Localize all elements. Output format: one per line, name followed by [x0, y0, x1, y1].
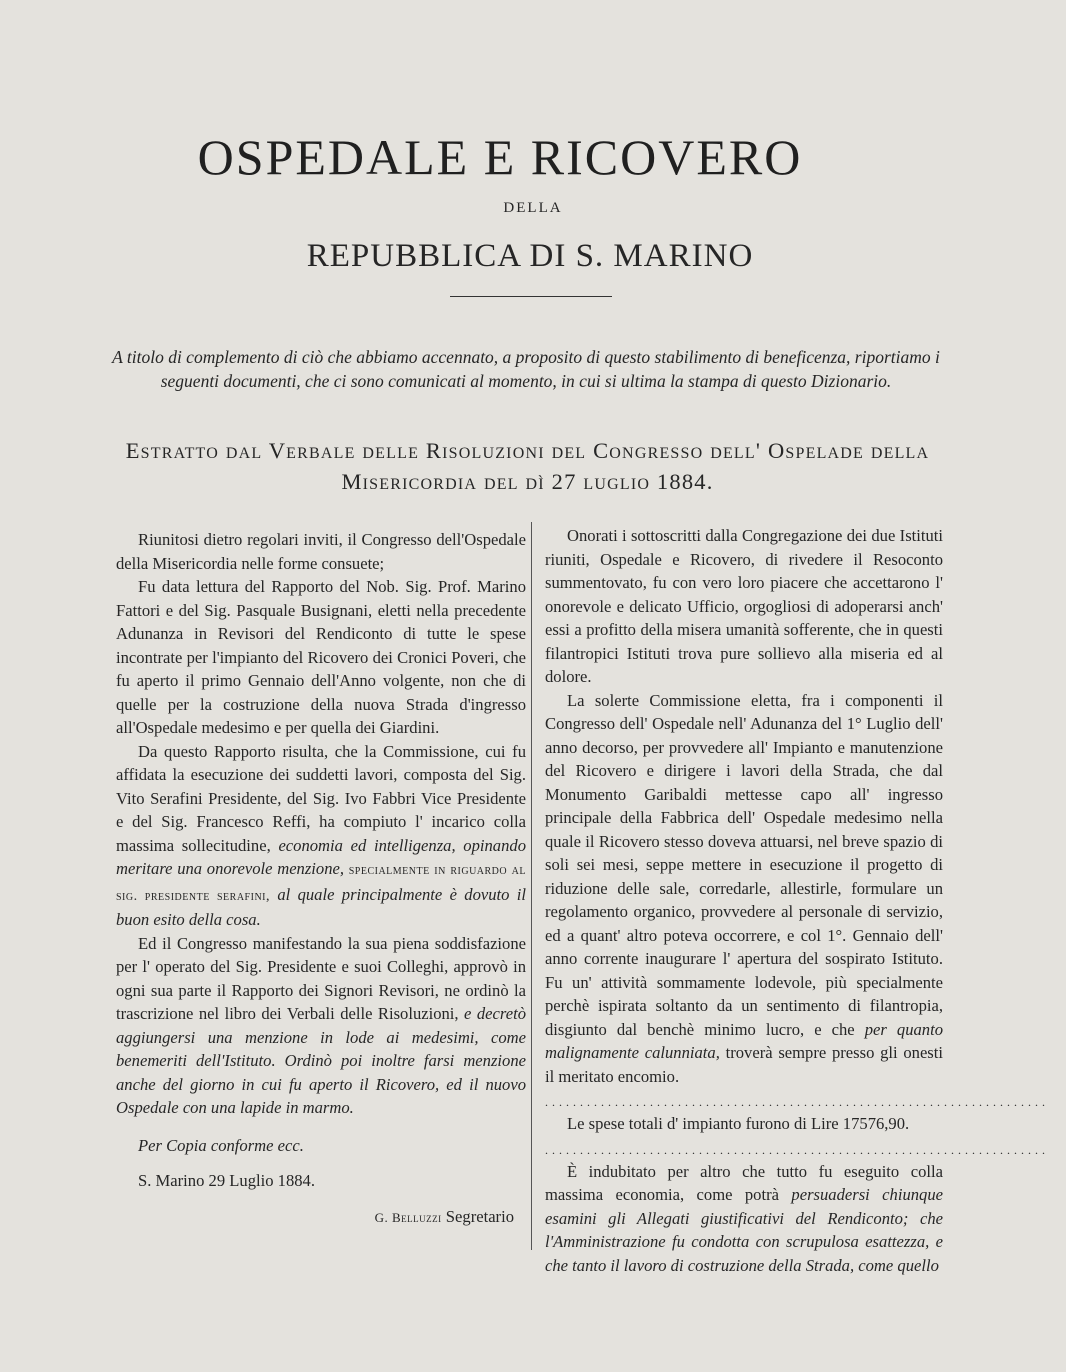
- paragraph: Fu data lettura del Rapporto del Nob. Sig. Prof. Marino Fattori e del Sig. Pasquale Busignani, eletti nella precedente Adunanza in Revisori del Rendiconto di tutte le spese incontrate per l'impianto del Ricovero dei Cronici Poveri, che fu aperto il primo Gennaio dell'Anno volgente, non che di quelle per la costruzione della nuova Strada d'ingresso all'Ospedale medesimo e per quella dei Giardini.: [116, 577, 526, 737]
- paragraph: [116, 740, 526, 932]
- italic-run: al quale principalmente è dovuto il buon esito della cosa.: [116, 884, 526, 929]
- total-expenses: Le spese totali d' impianto furono di Lire 17576,90.: [567, 1114, 910, 1133]
- paragraph: [545, 689, 943, 1089]
- text-run: Da questo Rapporto risulta, che la Commissione, cui fu affidata la esecuzione dei suddetti lavori, composta del Sig. Vito Serafini Presidente, del Sig. Ivo Fabbri Vice Presidente e del Sig. Francesco Reffi, ha compiuto l' incarico colla massima sollecitudine,: [116, 741, 526, 855]
- right-column: [545, 524, 1049, 1277]
- title-connector: DELLA: [503, 200, 563, 216]
- text-run: È indubitato per altro che tutto fu eseguito colla massima economia, come potrà: [545, 1161, 943, 1204]
- small-caps-run: specialmente in riguardo al sig. presidente serafini,: [116, 863, 526, 904]
- italic-run: per quanto malignamente calunniata,: [545, 1019, 943, 1062]
- page-subtitle: REPUBBLICA DI S. MARINO: [306, 238, 754, 274]
- paragraph: Riunitosi dietro regolari inviti, il Congresso dell'Ospedale della Misericordia nelle forme consuete;: [116, 530, 526, 573]
- left-column: [116, 528, 526, 1229]
- title-rule: [450, 296, 612, 297]
- signature: [116, 1205, 526, 1230]
- italic-run: economia ed intelligenza, opinando meritare una onorevole menzione,: [116, 835, 526, 878]
- copy-conforme: Per Copia conforme ecc.: [138, 1135, 304, 1155]
- column-divider: [531, 522, 532, 1250]
- dotted-separator: ........................................................................: [545, 1142, 1049, 1157]
- text-run: troverà sempre presso gli onesti il meritato encomio.: [545, 1043, 943, 1086]
- italic-run: e decretò aggiungersi una menzione in lode ai medesimi, come benemeriti dell'Istituto. Ordinò poi inoltre farsi menzione anche del giorno in cui fu aperto il Ricovero, ed il nuovo Ospedale con una lapide in marmo.: [116, 1004, 527, 1117]
- paragraph: [116, 932, 526, 1120]
- page-title: OSPEDALE E RICOVERO: [197, 129, 803, 185]
- dotted-separator: ........................................................................: [545, 1095, 1049, 1109]
- paragraph: [545, 1160, 943, 1278]
- paragraph: Onorati i sottoscritti dalla Congregazione dei due Istituti riuniti, Ospedale e Ricovero, di rivedere il Resoconto summentovato, fu con vero loro piacere che accettarono l' onorevole e delicato Ufficio, orgogliosi di adoperarsi anch' essi a profitto della misera umanità sofferente, che in questi filantropici Istituti trova pure sollievo alla miseria ed al dolore.: [545, 526, 943, 686]
- text-run: Ed il Congresso manifestando la sua piena soddisfazione per l' operato del Sig. Presidente e suoi Colleghi, approvò in ogni sua parte il Rapporto dei Signori Revisori, ne ordinò la trascrizione nel libro dei Verbali delle Risoluzioni,: [116, 933, 526, 1023]
- signature-name: G. Belluzzi: [374, 1209, 442, 1225]
- italic-run: persuadersi chiunque esamini gli Allegati giustificativi del Rendiconto; che l'Amministrazione fu condotta con scrupulosa esattezza, e che tanto il lavoro di costruzione della Strada, come quello: [545, 1185, 943, 1275]
- document-date: S. Marino 29 Luglio 1884.: [138, 1171, 315, 1190]
- extract-heading: Estratto dal Verbale delle Risoluzioni del Congresso dell' Ospelade della Misericordia del dì 27 luglio 1884.: [125, 438, 930, 494]
- signature-role: Segretario: [445, 1206, 514, 1226]
- text-run: La solerte Commissione eletta, fra i componenti il Congresso dell' Ospedale nell' Adunanza del 1° Luglio dell' anno decorso, per provvedere all' Impianto e manutenzione del Ricovero e dirigere i lavori della Strada, che dal Monumento Garibaldi mettesse capo all' ingresso principale della Fabbrica dell' Ospedale medesimo nella quale il Ricovero stesso doveva attuarsi, nel breve spazio di soli sei mesi, seppe mettere in esecuzione il progetto di riduzione delle sale, corredarle, allestirle, formulare un regolamento organico, provvedere al personale di servizio, ed a quant' altro poteva occorrere, e col 1°. Gennaio dell' anno corrente inaugurare l' apertura del sospirato Istituto. Fu un' attività sommamente lodevole, più specialmente perchè ispirata soltanto da un sentimento di filantropia, disgiunto dal benchè minimo lucro, e che: [545, 690, 943, 1039]
- intro-paragraph: A titolo di complemento di ciò che abbiamo accennato, a proposito di questo stabilimento di beneficenza, riportiamo i seguenti documenti, che ci sono comunicati al momento, in cui si ultima la stampa di questo Dizionario.: [112, 347, 940, 391]
